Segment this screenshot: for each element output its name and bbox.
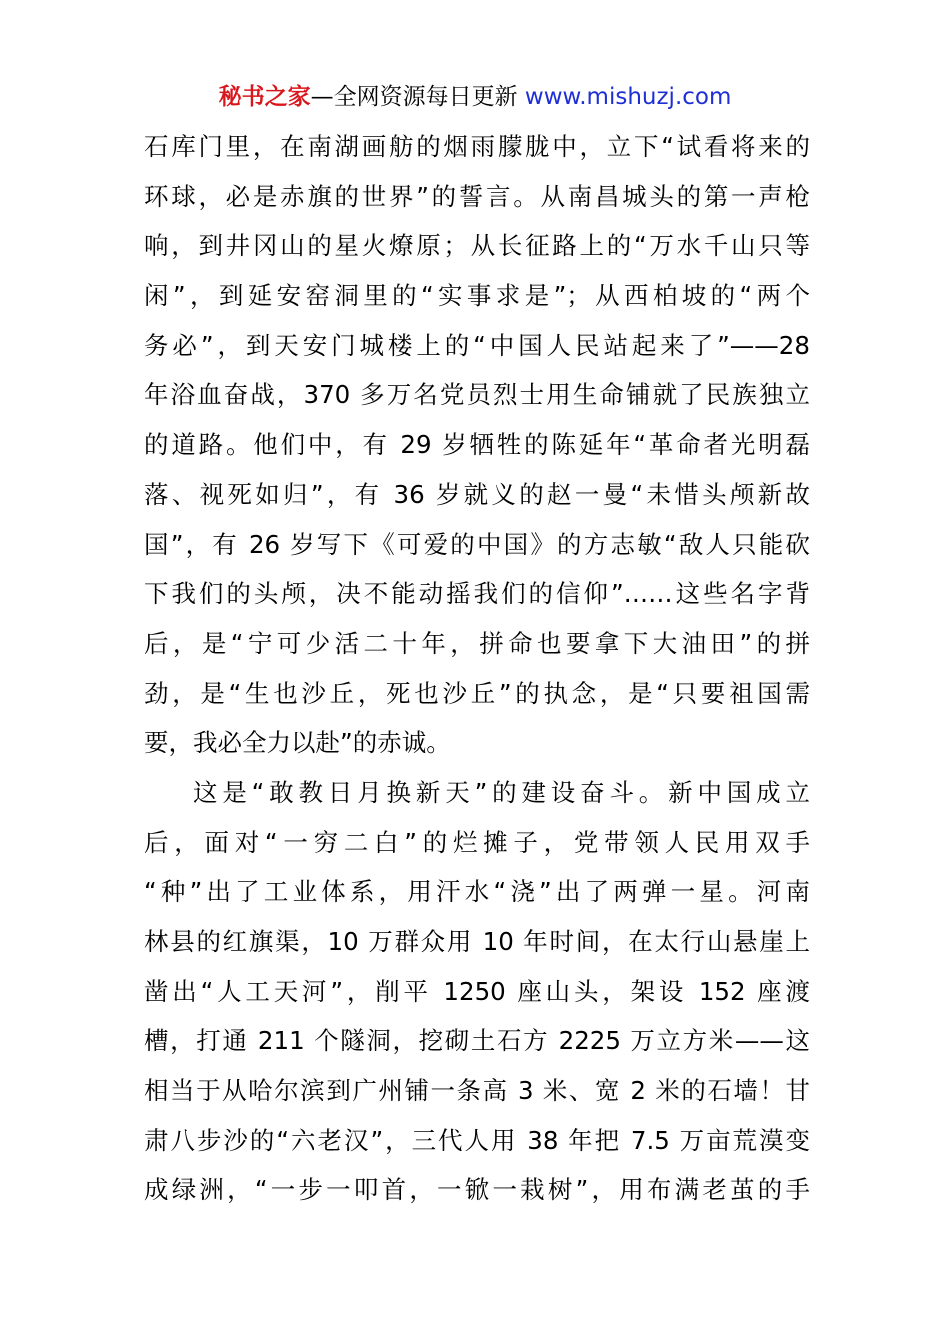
text-line: 环球，必是赤旗的世界”的誓言。从南昌城头的第一声枪 (144, 181, 810, 211)
text-line: 这是“敢教日月换新天”的建设奋斗。新中国成立 (193, 777, 810, 807)
text-line: 相当于从哈尔滨到广州铺一条高 3 米、宽 2 米的石墙！甘 (144, 1076, 810, 1106)
text-line: 林县的红旗渠，10 万群众用 10 年时间，在太行山悬崖上 (144, 927, 810, 956)
text-line: 槽，打通 211 个隧洞，挖砌土石方 2225 万立方米——这 (144, 1026, 810, 1056)
text-line: 落、视死如归”，有 36 岁就义的赵一曼“未惜头颅新故 (144, 479, 810, 509)
text-line: 后，面对“一穷二白”的烂摊子，党带领人民用双手 (144, 827, 810, 857)
text-line: 要，我必全力以赴”的赤诚。 (144, 728, 451, 758)
site-brand: 秘书之家 (218, 84, 311, 110)
document-body (144, 122, 810, 1215)
site-tagline: —全网资源每日更新 (310, 84, 525, 110)
text-line: 肃八步沙的“六老汉”，三代人用 38 年把 7.5 万亩荒漠变 (144, 1125, 810, 1155)
text-line: 务必”，到天安门城楼上的“中国人民站起来了”——28 (144, 330, 810, 360)
text-line: 成绿洲，“一步一叩首，一锨一栽树”，用布满老茧的手 (144, 1175, 810, 1205)
text-line: 响，到井冈山的星火燎原；从长征路上的“万水千山只等 (144, 231, 810, 261)
text-line: 石库门里，在南湖画舫的烟雨朦胧中，立下“试看将来的 (144, 132, 810, 161)
text-line: “种”出了工业体系，用汗水“浇”出了两弹一星。河南 (144, 877, 810, 907)
text-line: 劲，是“生也沙丘，死也沙丘”的执念，是“只要祖国需 (144, 678, 810, 708)
text-line: 国”，有 26 岁写下《可爱的中国》的方志敏“敌人只能砍 (144, 529, 810, 559)
site-header (0, 82, 950, 112)
text-line: 闲”，到延安窑洞里的“实事求是”；从西柏坡的“两个 (144, 281, 810, 311)
text-line: 凿出“人工天河”，削平 1250 座山头，架设 152 座渡 (144, 976, 810, 1006)
site-url-link[interactable]: www.mishuzj.com (524, 84, 732, 110)
text-line: 后，是“宁可少活二十年，拼命也要拿下大油田”的拼 (144, 628, 810, 658)
text-line: 年浴血奋战，370 多万名党员烈士用生命铺就了民族独立 (144, 380, 810, 410)
text-line: 的道路。他们中，有 29 岁牺牲的陈延年“革命者光明磊 (144, 430, 810, 460)
text-line: 下我们的头颅，决不能动摇我们的信仰”……这些名字背 (144, 579, 810, 609)
